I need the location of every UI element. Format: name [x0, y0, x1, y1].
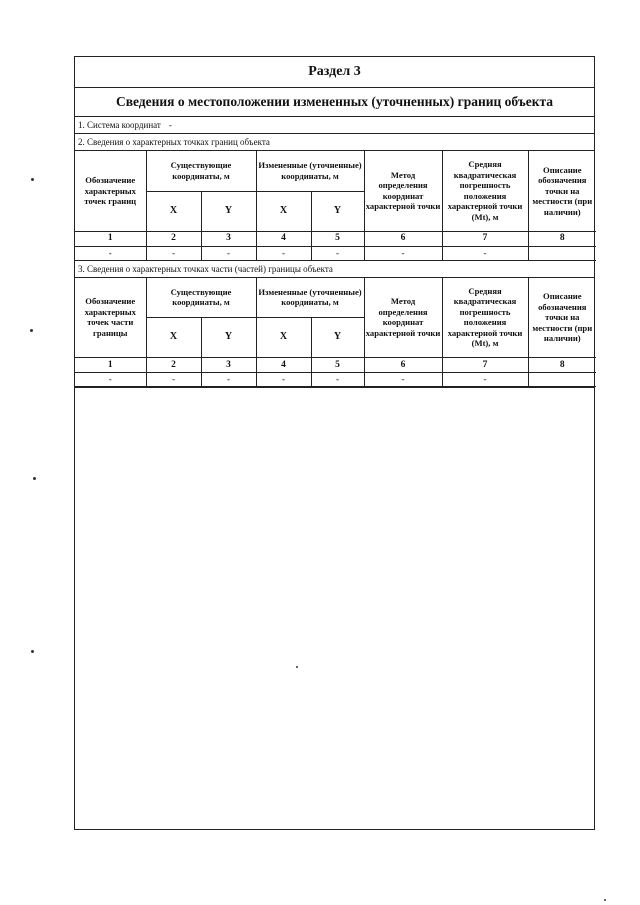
table-cell — [528, 373, 596, 387]
coordinate-system-label: 1. Система координат — [78, 120, 161, 130]
column-number: 8 — [528, 231, 596, 246]
table-bottom-rule — [75, 387, 594, 388]
header-changed-coords: Измененные (уточненные) координаты, м — [256, 151, 364, 191]
table-cell: - — [201, 373, 256, 387]
table-cell — [528, 246, 596, 260]
table-cell: - — [364, 373, 442, 387]
header-y: Y — [201, 191, 256, 231]
table-cell: - — [256, 373, 311, 387]
section3-label: 3. Сведения о характерных точках части (частей) границы объекта — [75, 261, 594, 278]
table-cell: - — [75, 373, 146, 387]
header-existing-coords: Существующие координаты, м — [146, 278, 256, 318]
table-cell: - — [442, 373, 528, 387]
header-x: X — [256, 318, 311, 358]
header-mean-error: Средняя квадратическая погрешность положения характерной точки (Mt), м — [442, 278, 528, 358]
table-cell: - — [311, 373, 364, 387]
header-designation: Обозначение характерных точек части границы — [75, 278, 146, 358]
column-number: 5 — [311, 358, 364, 373]
header-designation: Обозначение характерных точек границ — [75, 151, 146, 231]
table-cell: - — [75, 246, 146, 260]
table-cell: - — [146, 373, 201, 387]
header-y: Y — [311, 318, 364, 358]
column-number: 3 — [201, 358, 256, 373]
coordinate-system-line — [75, 117, 594, 134]
table-cell: - — [311, 246, 364, 260]
header-y: Y — [311, 191, 364, 231]
header-x: X — [146, 191, 201, 231]
column-number: 5 — [311, 231, 364, 246]
header-x: X — [146, 318, 201, 358]
header-y: Y — [201, 318, 256, 358]
scan-speck — [33, 477, 36, 480]
table-cell: - — [256, 246, 311, 260]
part-boundary-points-table — [75, 278, 596, 388]
column-number: 1 — [75, 231, 146, 246]
coordinate-system-value: - — [168, 120, 172, 130]
column-number: 6 — [364, 358, 442, 373]
column-number: 8 — [528, 358, 596, 373]
scan-speck — [604, 899, 606, 901]
section-subtitle: Сведения о местоположении измененных (уточненных) границ объекта — [75, 88, 594, 117]
table-cell: - — [146, 246, 201, 260]
header-description: Описание обозначения точки на местности (при наличии) — [528, 278, 596, 358]
section2-label: 2. Сведения о характерных точках границ объекта — [75, 134, 594, 151]
scan-speck — [31, 178, 34, 181]
header-mean-error: Средняя квадратическая погрешность положения характерной точки (Mt), м — [442, 151, 528, 231]
section-title: Раздел 3 — [75, 57, 594, 88]
scan-speck — [30, 329, 33, 332]
table-cell: - — [364, 246, 442, 260]
scan-speck — [31, 650, 34, 653]
table-cell: - — [201, 246, 256, 260]
column-number: 4 — [256, 358, 311, 373]
column-number: 1 — [75, 358, 146, 373]
header-existing-coords: Существующие координаты, м — [146, 151, 256, 191]
column-number: 6 — [364, 231, 442, 246]
form-frame — [74, 56, 595, 830]
boundary-points-table — [75, 151, 596, 261]
column-number: 3 — [201, 231, 256, 246]
header-changed-coords: Измененные (уточненные) координаты, м — [256, 278, 364, 318]
header-x: X — [256, 191, 311, 231]
header-method: Метод определения координат характерной точки — [364, 278, 442, 358]
column-number: 7 — [442, 231, 528, 246]
column-number: 4 — [256, 231, 311, 246]
column-number: 2 — [146, 358, 201, 373]
column-number: 2 — [146, 231, 201, 246]
scan-speck — [296, 666, 298, 668]
header-description: Описание обозначения точки на местности (при наличии) — [528, 151, 596, 231]
header-method: Метод определения координат характерной точки — [364, 151, 442, 231]
table-cell: - — [442, 246, 528, 260]
column-number: 7 — [442, 358, 528, 373]
